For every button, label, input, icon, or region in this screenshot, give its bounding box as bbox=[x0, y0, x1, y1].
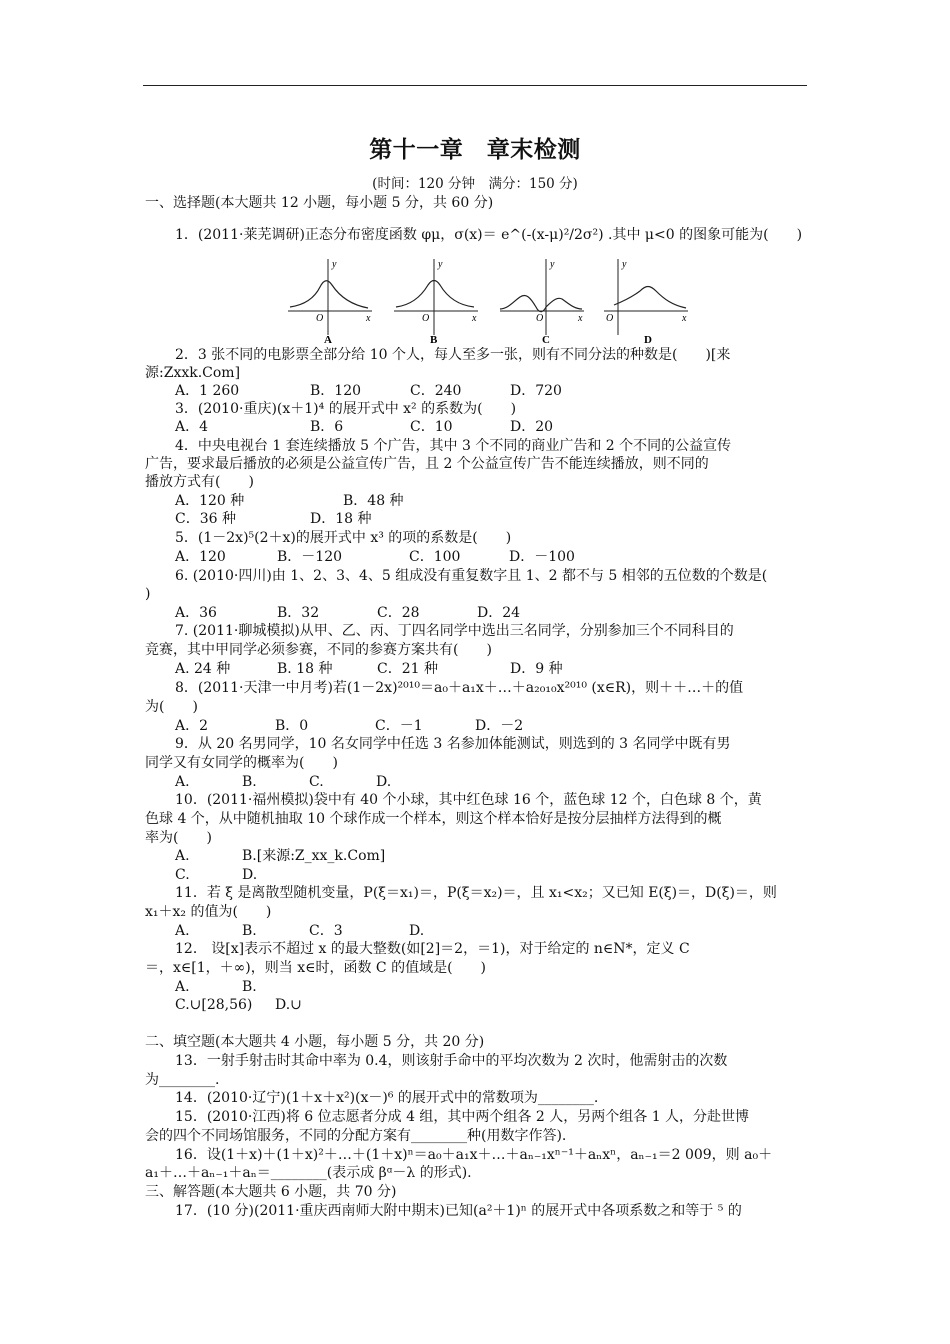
question-10-options-ab bbox=[145, 847, 840, 865]
graph-label: D bbox=[644, 334, 652, 346]
question-9-line-2: 同学又有女同学的概率为( ) bbox=[145, 755, 338, 771]
option-b: B. bbox=[242, 923, 257, 939]
origin-label: O bbox=[422, 313, 430, 324]
question-4-line-3: 播放方式有( ) bbox=[145, 474, 254, 490]
graph-label: B bbox=[430, 334, 438, 346]
option-b: B．48 种 bbox=[343, 493, 404, 509]
question-7-options bbox=[145, 660, 840, 678]
option-b: B. bbox=[242, 979, 257, 995]
question-1: 1．(2011·莱芜调研)正态分布密度函数 φμ，σ(x)＝ e^(-(x-μ)²/2σ²) .其中 μ<0 的图象可能为( ) bbox=[175, 227, 803, 243]
question-12-options-ab bbox=[145, 978, 840, 996]
question-12-options-cd bbox=[145, 996, 840, 1014]
option-d: D．24 bbox=[477, 605, 521, 621]
option-a: A. bbox=[175, 923, 190, 939]
question-16-line-2: a₁＋…＋aₙ₋₁＋aₙ＝________(表示成 βᵅ－λ 的形式). bbox=[145, 1165, 472, 1181]
question-16-line-1: 16．设(1＋x)＋(1＋x)²＋…＋(1＋x)ⁿ＝a₀＋a₁x＋…＋aₙ₋₁xⁿ⁻¹＋aₙxⁿ，aₙ₋₁＝2 009，则 a₀＋ bbox=[175, 1147, 773, 1163]
option-d: D．9 种 bbox=[510, 661, 563, 677]
y-label: y bbox=[550, 259, 555, 270]
option-c: C．－1 bbox=[375, 718, 423, 734]
question-8-line-1: 8．(2011·天津一中月考)若(1－2x)²⁰¹⁰＝a₀＋a₁x＋…＋a₂₀₁₀x²⁰¹⁰ (x∈R)，则＋＋…＋的值 bbox=[175, 680, 744, 696]
option-d: D．－2 bbox=[475, 718, 524, 734]
question-15-line-1: 15．(2010·江西)将 6 位志愿者分成 4 组，其中两个组各 2 人，另两个组各 1 人，分赴世博 bbox=[175, 1109, 750, 1125]
origin-label: O bbox=[606, 313, 614, 324]
graph-label: C bbox=[542, 334, 550, 346]
question-6-line-1: 6. (2010·四川)由 1、2、3、4、5 组成没有重复数字且 1、2 都不与 5 相邻的五位数的个数是( bbox=[175, 568, 768, 584]
x-label: x bbox=[578, 313, 583, 324]
section-heading-solve: 三、解答题(本大题共 6 小题，共 70 分) bbox=[145, 1184, 397, 1200]
curve bbox=[500, 295, 582, 311]
option-d: D. bbox=[409, 923, 425, 939]
question-11-options bbox=[145, 922, 840, 940]
question-2-options bbox=[145, 382, 840, 400]
option-c: C．36 种 bbox=[175, 511, 236, 527]
option-a: A．36 bbox=[175, 605, 217, 621]
y-label: y bbox=[332, 259, 337, 270]
option-d: D. bbox=[242, 867, 258, 883]
x-label: x bbox=[472, 313, 477, 324]
option-a: A. bbox=[175, 774, 190, 790]
option-c: C．21 种 bbox=[377, 661, 438, 677]
option-c: C．3 bbox=[309, 923, 343, 939]
page-title: 第十一章 章末检测 bbox=[369, 137, 581, 163]
graph-label: A bbox=[324, 334, 332, 346]
option-c: C．10 bbox=[410, 419, 453, 435]
option-d: D．720 bbox=[510, 383, 562, 399]
option-b: B．6 bbox=[310, 419, 344, 435]
option-d: D．20 bbox=[510, 419, 554, 435]
header-rule bbox=[143, 85, 807, 86]
question-13-line-2: 为________. bbox=[145, 1072, 220, 1088]
question-6-line-2: ) bbox=[145, 586, 151, 602]
question-12-line-1: 12． 设[x]表示不超过 x 的最大整数(如[2]＝2，＝1)，对于给定的 n∈N*，定义 C bbox=[175, 941, 690, 957]
option-a: A. bbox=[175, 979, 190, 995]
option-b: B. bbox=[242, 774, 257, 790]
option-c: C．100 bbox=[409, 549, 461, 565]
option-a: A．120 bbox=[175, 549, 226, 565]
question-3-options bbox=[145, 418, 840, 436]
question-2-line-1: 2．3 张不同的电影票全部分给 10 个人，每人至多一张，则有不同分法的种数是( )[来 bbox=[175, 347, 731, 363]
question-2-line-2: 源:Zxxk.Com] bbox=[145, 365, 241, 381]
question-7-line-2: 竞赛，其中甲同学必须参赛，不同的参赛方案共有( ) bbox=[145, 642, 492, 658]
option-a: A．120 种 bbox=[175, 493, 245, 509]
option-c: C.∪[28,56) bbox=[175, 997, 253, 1013]
option-b: B．0 bbox=[275, 718, 309, 734]
question-5: 5．(1－2x)⁵(2＋x)的展开式中 x³ 的项的系数是( ) bbox=[175, 530, 512, 546]
option-d: D.∪ bbox=[275, 997, 302, 1013]
question-11-line-1: 11．若 ξ 是离散型随机变量，P(ξ＝x₁)＝，P(ξ＝x₂)＝，且 x₁<x₂；又已知 E(ξ)＝，D(ξ)＝，则 bbox=[175, 885, 777, 901]
question-15-line-2: 会的四个不同场馆服务，不同的分配方案有________种(用数字作答). bbox=[145, 1128, 567, 1144]
y-label: y bbox=[622, 259, 627, 270]
question-9-options bbox=[145, 773, 840, 791]
question-14: 14．(2010·辽宁)(1＋x＋x²)(x－)⁶ 的展开式中的常数项为________. bbox=[175, 1090, 599, 1106]
x-label: x bbox=[682, 313, 687, 324]
question-10-options-cd bbox=[145, 866, 840, 884]
question-9-line-1: 9．从 20 名男同学，10 名女同学中任选 3 名参加体能测试，则选到的 3 名同学中既有男 bbox=[175, 736, 731, 752]
question-8-options bbox=[145, 717, 840, 735]
option-a: A. 24 种 bbox=[175, 661, 231, 677]
option-c: C．240 bbox=[410, 383, 462, 399]
section-heading-fill: 二、填空题(本大题共 4 小题，每小题 5 分，共 20 分) bbox=[145, 1034, 485, 1050]
question-4-options-cd bbox=[145, 510, 840, 528]
option-a: A．2 bbox=[175, 718, 209, 734]
question-7-line-1: 7. (2011·聊城模拟)从甲、乙、丙、丁四名同学中选出三名同学，分别参加三个不同科目的 bbox=[175, 623, 734, 639]
question-11-line-2: x₁＋x₂ 的值为( ) bbox=[145, 904, 272, 920]
option-c: C. bbox=[175, 867, 190, 883]
curve bbox=[396, 281, 474, 308]
question-5-options bbox=[145, 548, 840, 566]
option-c: C. bbox=[309, 774, 324, 790]
question-10-line-3: 率为( ) bbox=[145, 830, 212, 846]
option-a: A．1 260 bbox=[175, 383, 240, 399]
question-17: 17．(10 分)(2011·重庆西南师大附中期末)已知(a²＋1)ⁿ 的展开式中各项系数之和等于 ⁵ 的 bbox=[175, 1203, 742, 1219]
question-13-line-1: 13．一射手射击时其命中率为 0.4，则该射手命中的平均次数为 2 次时，他需射击的次数 bbox=[175, 1053, 728, 1069]
option-d: D．－100 bbox=[509, 549, 575, 565]
graph-b bbox=[390, 255, 482, 347]
graph-c bbox=[496, 255, 588, 347]
option-b: B．32 bbox=[277, 605, 320, 621]
x-label: x bbox=[366, 313, 371, 324]
option-a: A. bbox=[175, 848, 190, 864]
curve bbox=[290, 281, 368, 308]
exam-meta: (时间：120 分钟 满分：150 分) bbox=[372, 176, 578, 192]
question-4-options-ab bbox=[145, 492, 840, 510]
option-d: D．18 种 bbox=[310, 511, 372, 527]
option-b: B. 18 种 bbox=[277, 661, 333, 677]
option-b: B．120 bbox=[310, 383, 362, 399]
section-heading-choice: 一、选择题(本大题共 12 小题，每小题 5 分，共 60 分) bbox=[145, 195, 494, 211]
y-label: y bbox=[438, 259, 443, 270]
origin-label: O bbox=[536, 313, 544, 324]
question-8-line-2: 为( ) bbox=[145, 699, 198, 715]
question-6-options bbox=[145, 604, 840, 622]
option-d: D. bbox=[376, 774, 392, 790]
origin-label: O bbox=[316, 313, 324, 324]
option-a: A．4 bbox=[175, 419, 209, 435]
question-4-line-2: 广告，要求最后播放的必须是公益宣传广告，且 2 个公益宣传广告不能连续播放，则不同的 bbox=[145, 456, 709, 472]
curve bbox=[614, 287, 686, 309]
question-12-line-2: ＝，x∈[1，＋∞)，则当 x∈时，函数 C 的值域是( ) bbox=[145, 960, 486, 976]
option-c: C．28 bbox=[377, 605, 420, 621]
option-b: B．－120 bbox=[277, 549, 343, 565]
graph-a bbox=[284, 255, 376, 347]
graph-d bbox=[600, 255, 692, 347]
question-3: 3．(2010·重庆)(x＋1)⁴ 的展开式中 x² 的系数为( ) bbox=[175, 401, 517, 417]
question-10-line-1: 10．(2011·福州模拟)袋中有 40 个小球，其中红色球 16 个，蓝色球 12 个，白色球 8 个，黄 bbox=[175, 792, 762, 808]
question-10-line-2: 色球 4 个，从中随机抽取 10 个球作成一个样本，则这个样本恰好是按分层抽样方法得到的概 bbox=[145, 811, 722, 827]
option-b: B.[来源:Z_xx_k.Com] bbox=[242, 848, 386, 864]
question-4-line-1: 4．中央电视台 1 套连续播放 5 个广告，其中 3 个不同的商业广告和 2 个不同的公益宣传 bbox=[175, 438, 732, 454]
